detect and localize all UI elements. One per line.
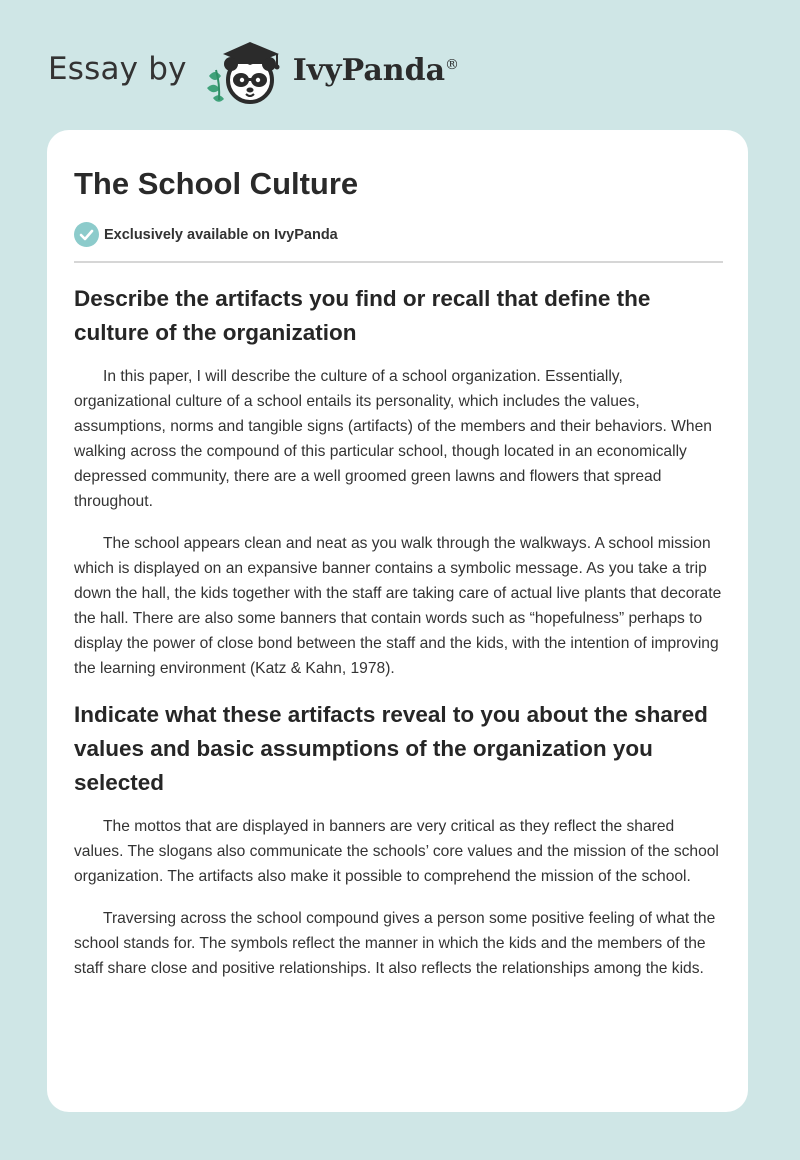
registered-mark: ® xyxy=(445,56,460,73)
check-circle-icon xyxy=(74,222,99,247)
paragraph: In this paper, I will describe the culture of a school organization. Essentially, organizational culture of a school entails its personality, which includes the values, assumptions, norms and tangible signs (artifacts) of the members and their behaviors. When walking across the compound of this particular school, though located in an economically depressed community, there are a well groomed green lawns and flowers that spread throughout. xyxy=(74,368,712,510)
section-artifacts xyxy=(74,282,723,681)
essay-body xyxy=(74,282,723,998)
brand-name[interactable]: IvyPanda® xyxy=(292,52,460,88)
paragraph: Traversing across the school compound gives a person some positive feeling of what the school stands for. The symbols reflect the manner in which the kids and the members of the staff share close and positive relationships. It also reflects the relationships among the kids. xyxy=(74,910,716,977)
site-header xyxy=(48,36,459,108)
title-divider xyxy=(74,261,723,263)
paragraph: The mottos that are displayed in banners are very critical as they reflect the shared values. The slogans also communicate the schools’ core values and the mission of the school organization. The artifacts also make it possible to comprehend the mission of the school. xyxy=(74,818,719,885)
section-shared-values xyxy=(74,698,723,981)
brand-prefix: Essay by xyxy=(48,51,187,87)
essay-card xyxy=(47,130,748,1112)
section-heading: Indicate what these artifacts reveal to you about the shared values and basic assumptions of the organization you selected xyxy=(74,702,708,795)
badge-label: Exclusively available on IvyPanda xyxy=(104,226,338,243)
section-heading: Describe the artifacts you find or recall that define the culture of the organization xyxy=(74,286,651,345)
paragraph: The school appears clean and neat as you walk through the walkways. A school mission which is displayed on an expansive banner contains a symbolic message. As you take a trip down the hall, the kids together with the staff are taking care of actual live plants that decorate the hall. There are also some banners that contain words such as “hopefulness” perhaps to display the power of close bond between the staff and the kids, with the intention of improving the learning environment (Katz & Kahn, 1978). xyxy=(74,535,722,677)
exclusive-badge xyxy=(74,222,338,247)
page-title: The School Culture xyxy=(74,166,359,201)
panda-graduate-icon[interactable] xyxy=(203,36,291,108)
